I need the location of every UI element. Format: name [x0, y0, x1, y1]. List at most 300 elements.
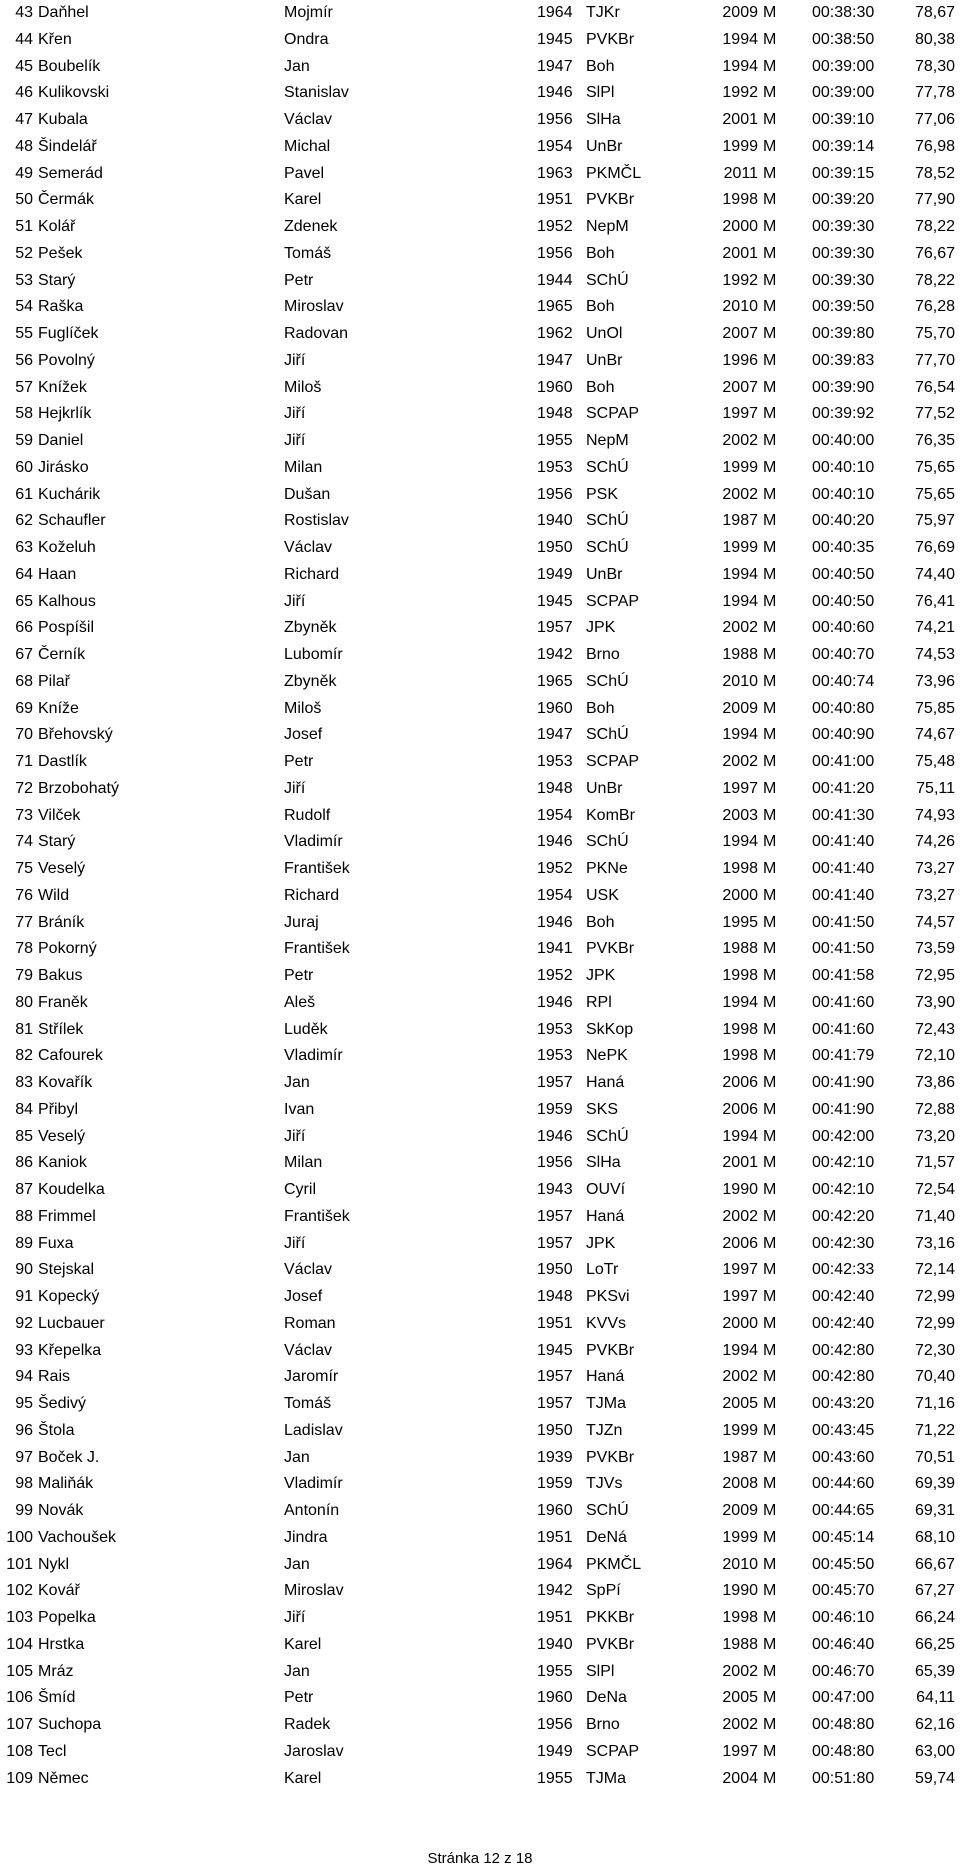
- surname-cell: Koželuh: [38, 539, 96, 556]
- time-cell: 00:51:80: [812, 1769, 875, 1787]
- time-cell: 00:40:20: [812, 512, 875, 530]
- category-cell: M: [763, 833, 777, 851]
- score-cell: 69,39: [914, 1475, 955, 1493]
- table-row: [0, 0, 960, 27]
- score-cell: 74,26: [914, 833, 955, 851]
- birth-year-cell: 1948: [537, 405, 573, 423]
- rank-cell: 50: [15, 191, 33, 209]
- club-cell: PVKBr: [586, 940, 635, 958]
- birth-year-cell: 1950: [537, 539, 573, 556]
- score-cell: 71,57: [914, 1154, 955, 1172]
- club-cell: UnBr: [586, 137, 623, 155]
- birth-year-cell: 1950: [537, 1261, 573, 1279]
- birth-year-cell: 1960: [537, 378, 573, 396]
- race-year-cell: 1999: [722, 458, 758, 476]
- surname-cell: Šindelář: [38, 137, 97, 155]
- table-row: [0, 1712, 960, 1739]
- first-name-cell: Josef: [284, 1288, 323, 1305]
- first-name-cell: Richard: [284, 886, 340, 904]
- first-name-cell: Juraj: [284, 913, 319, 931]
- club-cell: TJZn: [586, 1421, 623, 1439]
- club-cell: SlHa: [586, 111, 621, 128]
- category-cell: M: [763, 539, 777, 556]
- rank-cell: 88: [15, 1207, 33, 1225]
- first-name-cell: Jan: [284, 1662, 310, 1680]
- first-name-cell: Radovan: [284, 325, 349, 342]
- time-cell: 00:45:50: [812, 1555, 875, 1573]
- score-cell: 76,69: [914, 539, 955, 556]
- time-cell: 00:39:90: [812, 378, 875, 396]
- race-year-cell: 2002: [722, 1368, 758, 1386]
- rank-cell: 73: [15, 806, 33, 824]
- race-year-cell: 1994: [722, 57, 758, 75]
- table-row: [0, 1257, 960, 1284]
- time-cell: 00:41:90: [812, 1100, 875, 1118]
- birth-year-cell: 1964: [537, 1555, 573, 1573]
- rank-cell: 46: [15, 84, 33, 102]
- time-cell: 00:46:40: [812, 1635, 875, 1653]
- table-row: [0, 1552, 960, 1579]
- category-cell: M: [763, 111, 777, 128]
- surname-cell: Mráz: [38, 1662, 74, 1680]
- birth-year-cell: 1953: [537, 753, 573, 770]
- rank-cell: 48: [15, 137, 33, 155]
- rank-cell: 49: [15, 164, 33, 182]
- rank-cell: 89: [15, 1234, 33, 1252]
- rank-cell: 45: [15, 57, 33, 75]
- first-name-cell: Jiří: [284, 351, 306, 369]
- first-name-cell: Miroslav: [284, 1582, 344, 1600]
- time-cell: 00:48:80: [812, 1716, 875, 1733]
- race-year-cell: 2002: [722, 432, 758, 449]
- table-row: [0, 1043, 960, 1070]
- rank-cell: 87: [15, 1181, 33, 1198]
- race-year-cell: 1994: [722, 1341, 758, 1359]
- birth-year-cell: 1957: [537, 619, 573, 637]
- race-year-cell: 2003: [722, 806, 758, 824]
- category-cell: M: [763, 512, 777, 530]
- race-year-cell: 1990: [722, 1582, 758, 1600]
- time-cell: 00:39:30: [812, 218, 875, 235]
- race-year-cell: 1998: [722, 1609, 758, 1626]
- surname-cell: Povolný: [38, 351, 95, 369]
- first-name-cell: Karel: [284, 1635, 322, 1653]
- rank-cell: 43: [15, 4, 33, 21]
- time-cell: 00:39:00: [812, 57, 875, 75]
- table-row: [0, 1391, 960, 1418]
- surname-cell: Hrstka: [38, 1635, 85, 1653]
- club-cell: SkKop: [586, 1020, 634, 1038]
- surname-cell: Pospíšil: [38, 619, 95, 637]
- birth-year-cell: 1952: [537, 860, 573, 877]
- score-cell: 77,06: [914, 111, 955, 128]
- first-name-cell: Jan: [284, 57, 310, 75]
- category-cell: M: [763, 1207, 777, 1225]
- club-cell: DeNa: [586, 1689, 627, 1707]
- time-cell: 00:42:10: [812, 1154, 875, 1172]
- table-row: [0, 1338, 960, 1365]
- race-year-cell: 2011: [723, 164, 758, 182]
- table-row: [0, 642, 960, 669]
- birth-year-cell: 1942: [537, 1582, 573, 1600]
- score-cell: 76,28: [914, 298, 955, 316]
- rank-cell: 109: [6, 1769, 33, 1787]
- rank-cell: 102: [6, 1582, 33, 1600]
- table-row: [0, 776, 960, 803]
- time-cell: 00:41:40: [812, 833, 875, 851]
- birth-year-cell: 1957: [537, 1207, 573, 1225]
- rank-cell: 97: [15, 1448, 33, 1466]
- race-year-cell: 1997: [722, 779, 758, 797]
- surname-cell: Štola: [38, 1421, 75, 1439]
- table-row: [0, 1418, 960, 1445]
- race-year-cell: 1997: [722, 1742, 758, 1760]
- rank-cell: 62: [15, 512, 33, 530]
- club-cell: UnBr: [586, 779, 623, 797]
- birth-year-cell: 1945: [537, 592, 573, 610]
- first-name-cell: Vladimír: [284, 1475, 343, 1493]
- table-row: [0, 161, 960, 188]
- first-name-cell: Jiří: [284, 779, 306, 797]
- birth-year-cell: 1942: [537, 646, 573, 663]
- category-cell: M: [763, 1288, 777, 1305]
- score-cell: 72,10: [914, 1047, 955, 1065]
- race-year-cell: 1992: [722, 271, 758, 289]
- club-cell: KomBr: [586, 806, 635, 824]
- time-cell: 00:42:33: [812, 1261, 875, 1279]
- score-cell: 73,16: [914, 1234, 955, 1252]
- race-year-cell: 2006: [722, 1074, 758, 1091]
- score-cell: 75,70: [914, 325, 955, 342]
- birth-year-cell: 1956: [537, 485, 573, 503]
- club-cell: Boh: [586, 378, 615, 396]
- club-cell: SCPAP: [586, 1742, 640, 1760]
- time-cell: 00:42:20: [812, 1207, 875, 1225]
- category-cell: M: [763, 913, 777, 931]
- race-year-cell: 1996: [722, 351, 758, 369]
- category-cell: M: [763, 940, 777, 958]
- time-cell: 00:41:30: [812, 806, 875, 824]
- table-row: [0, 562, 960, 589]
- score-cell: 64,11: [916, 1689, 955, 1707]
- surname-cell: Semerád: [38, 164, 103, 182]
- score-cell: 63,00: [914, 1742, 955, 1760]
- score-cell: 77,70: [914, 351, 955, 369]
- surname-cell: Břehovský: [38, 726, 113, 744]
- table-row: [0, 134, 960, 161]
- score-cell: 72,88: [914, 1100, 955, 1118]
- race-year-cell: 2009: [722, 699, 758, 717]
- time-cell: 00:45:70: [812, 1582, 875, 1600]
- table-row: [0, 535, 960, 562]
- score-cell: 71,16: [914, 1395, 955, 1412]
- category-cell: M: [763, 699, 777, 717]
- table-row: [0, 883, 960, 910]
- rank-cell: 65: [15, 592, 33, 610]
- surname-cell: Kníže: [38, 699, 79, 717]
- club-cell: SChÚ: [586, 833, 629, 851]
- surname-cell: Kaniok: [38, 1154, 87, 1172]
- rank-cell: 86: [15, 1154, 33, 1172]
- table-row: [0, 615, 960, 642]
- race-year-cell: 2009: [722, 1502, 758, 1519]
- first-name-cell: Radek: [284, 1716, 331, 1733]
- category-cell: M: [763, 405, 777, 423]
- category-cell: M: [763, 1475, 777, 1493]
- club-cell: Boh: [586, 298, 615, 316]
- score-cell: 76,35: [914, 432, 955, 449]
- category-cell: M: [763, 351, 777, 369]
- surname-cell: Daniel: [38, 432, 84, 449]
- category-cell: M: [763, 1314, 777, 1332]
- race-year-cell: 2005: [722, 1395, 758, 1412]
- surname-cell: Kubala: [38, 111, 88, 128]
- race-year-cell: 2000: [722, 886, 758, 904]
- club-cell: Haná: [586, 1074, 625, 1091]
- race-year-cell: 2002: [722, 753, 758, 770]
- club-cell: Brno: [586, 1716, 620, 1733]
- time-cell: 00:39:50: [812, 298, 875, 316]
- club-cell: SChÚ: [586, 539, 629, 556]
- club-cell: NepM: [586, 218, 629, 235]
- score-cell: 75,85: [914, 699, 955, 717]
- table-row: [0, 1017, 960, 1044]
- rank-cell: 47: [15, 111, 33, 128]
- time-cell: 00:41:79: [812, 1047, 875, 1065]
- race-year-cell: 2002: [722, 1716, 758, 1733]
- score-cell: 77,52: [914, 405, 955, 423]
- rank-cell: 67: [15, 646, 33, 663]
- birth-year-cell: 1956: [537, 1154, 573, 1172]
- first-name-cell: Pavel: [284, 164, 325, 182]
- score-cell: 73,27: [914, 886, 955, 904]
- category-cell: M: [763, 779, 777, 797]
- surname-cell: Němec: [38, 1769, 89, 1787]
- table-row: [0, 1605, 960, 1632]
- score-cell: 75,48: [914, 753, 955, 770]
- score-cell: 77,90: [914, 191, 955, 209]
- race-year-cell: 1992: [722, 84, 758, 102]
- time-cell: 00:39:30: [812, 271, 875, 289]
- category-cell: M: [763, 1555, 777, 1573]
- club-cell: RPl: [586, 993, 612, 1011]
- first-name-cell: Tomáš: [284, 1395, 332, 1412]
- club-cell: OUVí: [586, 1181, 626, 1198]
- time-cell: 00:42:80: [812, 1368, 875, 1386]
- first-name-cell: Jiří: [284, 432, 306, 449]
- category-cell: M: [763, 993, 777, 1011]
- surname-cell: Vachoušek: [38, 1528, 116, 1546]
- birth-year-cell: 1965: [537, 672, 573, 690]
- birth-year-cell: 1960: [537, 1689, 573, 1707]
- first-name-cell: Aleš: [284, 993, 316, 1011]
- category-cell: M: [763, 1609, 777, 1626]
- category-cell: M: [763, 753, 777, 770]
- club-cell: SCPAP: [586, 405, 640, 423]
- time-cell: 00:42:40: [812, 1314, 875, 1332]
- rank-cell: 93: [15, 1341, 33, 1359]
- score-cell: 66,67: [914, 1555, 955, 1573]
- time-cell: 00:38:30: [812, 4, 875, 21]
- category-cell: M: [763, 1127, 777, 1145]
- score-cell: 78,52: [914, 164, 955, 182]
- time-cell: 00:41:50: [812, 913, 875, 931]
- birth-year-cell: 1946: [537, 1127, 573, 1145]
- time-cell: 00:42:80: [812, 1341, 875, 1359]
- club-cell: SlPl: [586, 84, 615, 102]
- score-cell: 69,31: [914, 1502, 955, 1519]
- time-cell: 00:43:45: [812, 1421, 875, 1439]
- category-cell: M: [763, 378, 777, 396]
- surname-cell: Bakus: [38, 967, 83, 984]
- category-cell: M: [763, 1689, 777, 1707]
- category-cell: M: [763, 218, 777, 235]
- first-name-cell: Vladimír: [284, 1047, 343, 1065]
- time-cell: 00:39:14: [812, 137, 875, 155]
- table-row: [0, 455, 960, 482]
- rank-cell: 90: [15, 1261, 33, 1279]
- time-cell: 00:43:20: [812, 1395, 875, 1412]
- category-cell: M: [763, 485, 777, 503]
- surname-cell: Čermák: [38, 191, 95, 209]
- time-cell: 00:39:80: [812, 325, 875, 342]
- surname-cell: Nykl: [38, 1555, 70, 1573]
- score-cell: 73,20: [914, 1127, 955, 1145]
- table-row: [0, 1231, 960, 1258]
- time-cell: 00:46:10: [812, 1609, 875, 1626]
- surname-cell: Frimmel: [38, 1207, 96, 1225]
- first-name-cell: Zdenek: [284, 218, 338, 235]
- rank-cell: 69: [15, 699, 33, 717]
- time-cell: 00:41:58: [812, 967, 875, 984]
- table-row: [0, 1204, 960, 1231]
- birth-year-cell: 1948: [537, 1288, 573, 1305]
- table-row: [0, 1632, 960, 1659]
- first-name-cell: Josef: [284, 726, 323, 744]
- race-year-cell: 2010: [722, 1555, 758, 1573]
- category-cell: M: [763, 726, 777, 744]
- table-row: [0, 1364, 960, 1391]
- first-name-cell: Milan: [284, 458, 323, 476]
- club-cell: TJKr: [586, 4, 620, 21]
- surname-cell: Fuglíček: [38, 325, 99, 342]
- table-row: [0, 294, 960, 321]
- table-row: [0, 1150, 960, 1177]
- rank-cell: 61: [15, 485, 33, 503]
- time-cell: 00:43:60: [812, 1448, 875, 1466]
- first-name-cell: Miloš: [284, 378, 322, 396]
- rank-cell: 59: [15, 432, 33, 449]
- category-cell: M: [763, 298, 777, 316]
- birth-year-cell: 1960: [537, 699, 573, 717]
- birth-year-cell: 1951: [537, 1314, 573, 1332]
- time-cell: 00:39:30: [812, 244, 875, 262]
- score-cell: 72,99: [914, 1288, 955, 1305]
- category-cell: M: [763, 1261, 777, 1279]
- table-row: [0, 1284, 960, 1311]
- club-cell: Boh: [586, 244, 615, 262]
- score-cell: 72,30: [914, 1341, 955, 1359]
- club-cell: SCPAP: [586, 592, 640, 610]
- time-cell: 00:41:60: [812, 1020, 875, 1038]
- birth-year-cell: 1949: [537, 1742, 573, 1760]
- first-name-cell: Jiří: [284, 1609, 306, 1626]
- score-cell: 71,40: [914, 1207, 955, 1225]
- first-name-cell: Mojmír: [284, 4, 333, 21]
- surname-cell: Cafourek: [38, 1047, 103, 1065]
- table-row: [0, 589, 960, 616]
- birth-year-cell: 1962: [537, 325, 573, 342]
- club-cell: PKSvi: [586, 1288, 630, 1305]
- first-name-cell: Jiří: [284, 1234, 306, 1252]
- rank-cell: 81: [15, 1020, 33, 1038]
- table-row: [0, 54, 960, 81]
- rank-cell: 78: [15, 940, 33, 958]
- category-cell: M: [763, 1368, 777, 1386]
- category-cell: M: [763, 244, 777, 262]
- table-row: [0, 990, 960, 1017]
- birth-year-cell: 1957: [537, 1074, 573, 1091]
- surname-cell: Koudelka: [38, 1181, 105, 1198]
- club-cell: TJVs: [586, 1475, 623, 1493]
- score-cell: 71,22: [914, 1421, 955, 1439]
- club-cell: JPK: [586, 619, 616, 637]
- time-cell: 00:40:50: [812, 565, 875, 583]
- table-row: [0, 1766, 960, 1793]
- rank-cell: 53: [15, 271, 33, 289]
- club-cell: UnBr: [586, 351, 623, 369]
- birth-year-cell: 1955: [537, 432, 573, 449]
- race-year-cell: 1990: [722, 1181, 758, 1198]
- table-row: [0, 696, 960, 723]
- first-name-cell: Ivan: [284, 1100, 315, 1118]
- club-cell: Boh: [586, 699, 615, 717]
- rank-cell: 70: [15, 726, 33, 744]
- first-name-cell: Jaroslav: [284, 1742, 344, 1760]
- surname-cell: Hejkrlík: [38, 405, 92, 423]
- race-year-cell: 2010: [722, 298, 758, 316]
- rank-cell: 52: [15, 244, 33, 262]
- time-cell: 00:40:00: [812, 432, 875, 449]
- race-year-cell: 2002: [722, 619, 758, 637]
- rank-cell: 72: [15, 779, 33, 797]
- birth-year-cell: 1956: [537, 244, 573, 262]
- surname-cell: Wild: [38, 886, 70, 904]
- time-cell: 00:40:70: [812, 646, 875, 663]
- surname-cell: Brzobohatý: [38, 779, 119, 797]
- surname-cell: Veselý: [38, 860, 86, 877]
- birth-year-cell: 1957: [537, 1395, 573, 1412]
- category-cell: M: [763, 1448, 777, 1466]
- race-year-cell: 1998: [722, 860, 758, 877]
- category-cell: M: [763, 1154, 777, 1172]
- rank-cell: 74: [15, 833, 33, 851]
- score-cell: 74,67: [914, 726, 955, 744]
- table-row: [0, 27, 960, 54]
- birth-year-cell: 1947: [537, 57, 573, 75]
- table-row: [0, 428, 960, 455]
- race-year-cell: 1995: [722, 913, 758, 931]
- race-year-cell: 1997: [722, 405, 758, 423]
- club-cell: SKS: [586, 1100, 619, 1118]
- birth-year-cell: 1951: [537, 191, 573, 209]
- table-row: [0, 348, 960, 375]
- birth-year-cell: 1953: [537, 1020, 573, 1038]
- club-cell: PVKBr: [586, 1341, 635, 1359]
- rank-cell: 95: [15, 1395, 33, 1412]
- birth-year-cell: 1956: [537, 1716, 573, 1733]
- time-cell: 00:39:15: [812, 164, 875, 182]
